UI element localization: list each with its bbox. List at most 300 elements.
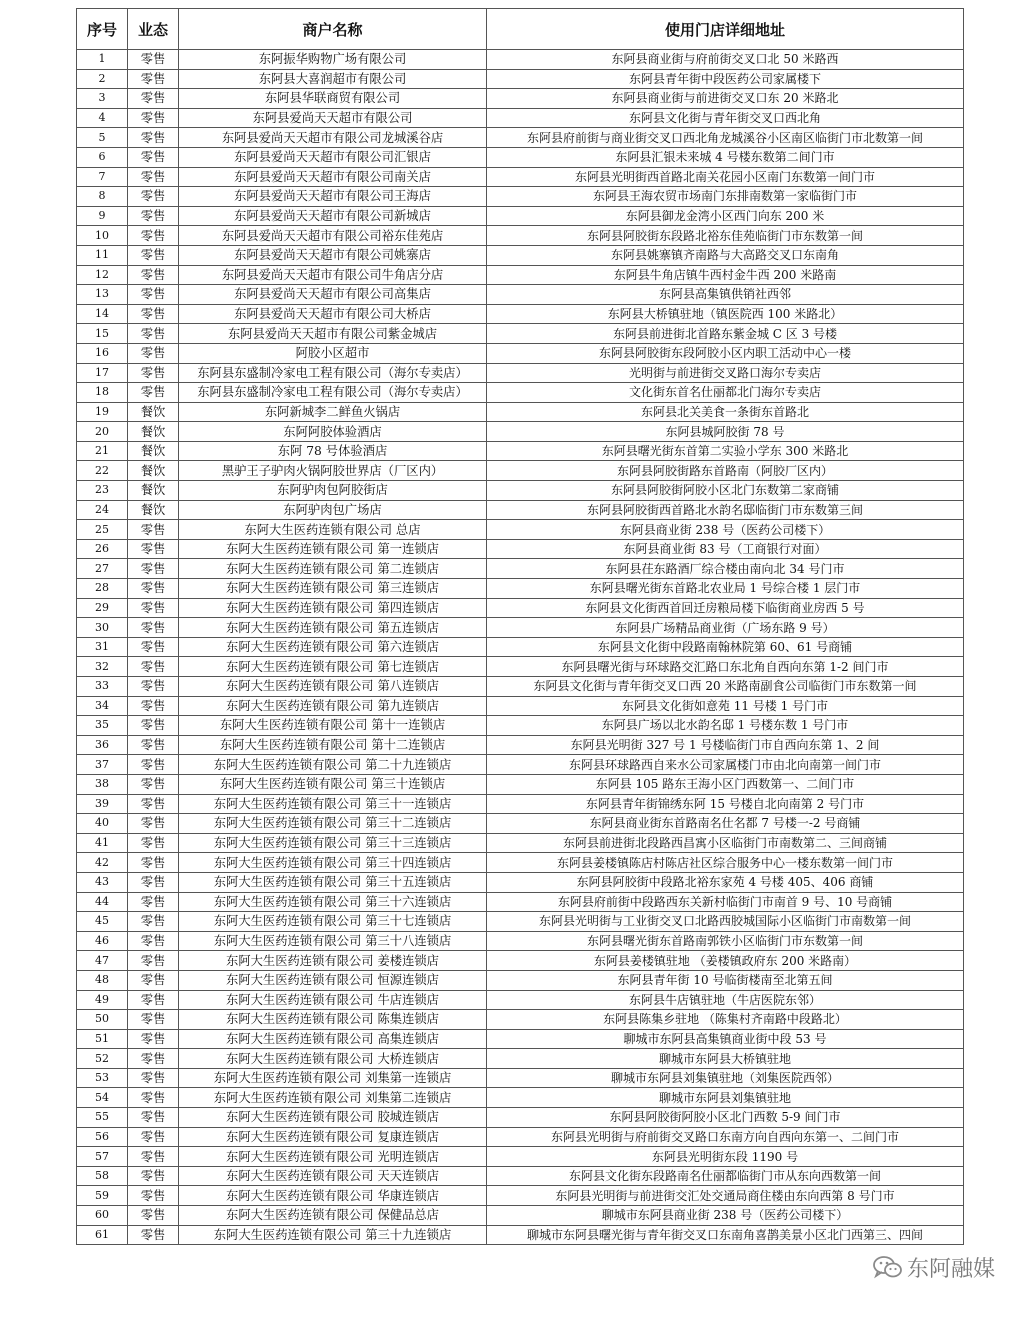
cell-address: 聊城市东阿县商业街 238 号（医药公司楼下） (487, 1206, 964, 1226)
cell-name: 东阿大生医药连锁有限公司 第三十三连锁店 (179, 833, 487, 853)
cell-type: 餐饮 (128, 481, 179, 501)
cell-address: 东阿县陈集乡驻地 （陈集村齐南路中段路北） (487, 1010, 964, 1030)
cell-no: 13 (77, 285, 128, 305)
cell-type: 零售 (128, 520, 179, 540)
cell-no: 58 (77, 1166, 128, 1186)
table-row (77, 539, 964, 559)
cell-address: 东阿县姜楼镇驻地 （姜楼镇政府东 200 米路南） (487, 951, 964, 971)
table-row (77, 970, 964, 990)
cell-name: 东阿大生医药连锁有限公司 第二十九连锁店 (179, 755, 487, 775)
table-row (77, 774, 964, 794)
cell-type: 零售 (128, 1225, 179, 1245)
table-row (77, 1088, 964, 1108)
cell-address: 东阿县曙光街与环球路交汇路口东北角自西向东第 1-2 间门市 (487, 657, 964, 677)
cell-name: 东阿大生医药连锁有限公司 第三十六连锁店 (179, 892, 487, 912)
cell-address: 东阿县姚寨镇齐南路与大高路交叉口东南角 (487, 245, 964, 265)
cell-address: 东阿县王海农贸市场南门东排南数第一家临街门市 (487, 187, 964, 207)
cell-name: 东阿大生医药连锁有限公司 胶城连锁店 (179, 1108, 487, 1128)
cell-no: 50 (77, 1010, 128, 1030)
cell-address: 东阿县牛角店镇牛西村金牛西 200 米路南 (487, 265, 964, 285)
table-row (77, 951, 964, 971)
cell-type: 零售 (128, 794, 179, 814)
table-row (77, 245, 964, 265)
cell-no: 7 (77, 167, 128, 187)
cell-type: 零售 (128, 539, 179, 559)
cell-address: 东阿县光明街与府前街交叉路口东南方向自西向东第一、二间门市 (487, 1127, 964, 1147)
table-row (77, 1127, 964, 1147)
cell-type: 零售 (128, 1088, 179, 1108)
cell-name: 东阿大生医药连锁有限公司 第十一连锁店 (179, 716, 487, 736)
cell-type: 零售 (128, 245, 179, 265)
cell-name: 东阿 78 号体验酒店 (179, 441, 487, 461)
cell-no: 47 (77, 951, 128, 971)
cell-no: 42 (77, 853, 128, 873)
cell-type: 零售 (128, 285, 179, 305)
cell-no: 15 (77, 324, 128, 344)
cell-address: 东阿县前进街北首路东紫金城 C 区 3 号楼 (487, 324, 964, 344)
table-row (77, 990, 964, 1010)
cell-type: 餐饮 (128, 461, 179, 481)
table-body (77, 50, 964, 1245)
cell-name: 东阿大生医药连锁有限公司 第一连锁店 (179, 539, 487, 559)
cell-no: 43 (77, 872, 128, 892)
cell-no: 8 (77, 187, 128, 207)
cell-name: 东阿大生医药连锁有限公司 第五连锁店 (179, 618, 487, 638)
cell-name: 东阿阿胶体验酒店 (179, 422, 487, 442)
cell-type: 零售 (128, 872, 179, 892)
table-row (77, 128, 964, 148)
watermark (873, 1252, 995, 1283)
cell-address: 东阿县文化街中段路南翰林院第 60、61 号商铺 (487, 637, 964, 657)
cell-no: 54 (77, 1088, 128, 1108)
cell-address: 聊城市东阿县刘集镇驻地 (487, 1088, 964, 1108)
table-row (77, 1147, 964, 1167)
cell-address: 东阿县阿胶街东段阿胶小区内职工活动中心一楼 (487, 343, 964, 363)
cell-no: 26 (77, 539, 128, 559)
table-row (77, 716, 964, 736)
table-row (77, 167, 964, 187)
cell-no: 36 (77, 735, 128, 755)
cell-type: 零售 (128, 1010, 179, 1030)
cell-type: 零售 (128, 265, 179, 285)
cell-name: 东阿大生医药连锁有限公司 恒源连锁店 (179, 970, 487, 990)
cell-name: 东阿县大喜润超市有限公司 (179, 69, 487, 89)
cell-address: 东阿县青年街 10 号临街楼南至北第五间 (487, 970, 964, 990)
cell-name: 东阿县爱尚天天超市有限公司 (179, 108, 487, 128)
table-row (77, 833, 964, 853)
cell-no: 41 (77, 833, 128, 853)
cell-no: 20 (77, 422, 128, 442)
cell-address: 东阿县城阿胶街 78 号 (487, 422, 964, 442)
cell-address: 东阿县光明街与工业街交叉口北路西胶城国际小区临街门市南数第一间 (487, 912, 964, 932)
cell-name: 东阿大生医药连锁有限公司 第三十八连锁店 (179, 931, 487, 951)
cell-type: 零售 (128, 206, 179, 226)
table-row (77, 69, 964, 89)
cell-no: 11 (77, 245, 128, 265)
cell-type: 餐饮 (128, 500, 179, 520)
cell-address: 东阿县府前街中段路西东关新村临街门市南首 9 号、10 号商铺 (487, 892, 964, 912)
cell-type: 零售 (128, 324, 179, 344)
table-row (77, 1166, 964, 1186)
cell-type: 零售 (128, 1049, 179, 1069)
cell-type: 零售 (128, 1186, 179, 1206)
cell-type: 零售 (128, 755, 179, 775)
cell-type: 零售 (128, 735, 179, 755)
cell-no: 22 (77, 461, 128, 481)
cell-type: 零售 (128, 814, 179, 834)
cell-type: 餐饮 (128, 422, 179, 442)
cell-address: 东阿县青年街锦绣东阿 15 号楼自北向南第 2 号门市 (487, 794, 964, 814)
cell-type: 零售 (128, 1108, 179, 1128)
table-row (77, 500, 964, 520)
cell-name: 东阿县东盛制冷家电工程有限公司（海尔专卖店） (179, 383, 487, 403)
cell-no: 33 (77, 677, 128, 697)
cell-address: 东阿县阿胶街西首路北水韵名邸临街门市东数第三间 (487, 500, 964, 520)
cell-name: 东阿县爱尚天天超市有限公司大桥店 (179, 304, 487, 324)
cell-no: 60 (77, 1206, 128, 1226)
cell-address: 东阿县 105 路东王海小区门西数第一、二间门市 (487, 774, 964, 794)
cell-no: 19 (77, 402, 128, 422)
table-row (77, 147, 964, 167)
header-no: 序号 (77, 9, 128, 50)
cell-name: 东阿大生医药连锁有限公司 第九连锁店 (179, 696, 487, 716)
cell-no: 48 (77, 970, 128, 990)
cell-name: 东阿县爱尚天天超市有限公司姚寨店 (179, 245, 487, 265)
cell-type: 零售 (128, 1166, 179, 1186)
cell-no: 21 (77, 441, 128, 461)
cell-address: 东阿县阿胶街中段路北裕东家苑 4 号楼 405、406 商铺 (487, 872, 964, 892)
cell-address: 东阿县广场以北水韵名邸 1 号楼东数 1 号门市 (487, 716, 964, 736)
table-row (77, 755, 964, 775)
cell-name: 东阿大生医药连锁有限公司 第三十连锁店 (179, 774, 487, 794)
cell-no: 51 (77, 1029, 128, 1049)
cell-name: 东阿大生医药连锁有限公司 第八连锁店 (179, 677, 487, 697)
cell-address: 东阿县光明街西首路北南关花园小区南门东数第一间门市 (487, 167, 964, 187)
table-row (77, 265, 964, 285)
cell-address: 东阿县阿胶街阿胶小区北门西数 5-9 间门市 (487, 1108, 964, 1128)
cell-no: 29 (77, 598, 128, 618)
cell-address: 东阿县商业街东首路南名仕名都 7 号楼一-2 号商铺 (487, 814, 964, 834)
cell-no: 40 (77, 814, 128, 834)
cell-no: 24 (77, 500, 128, 520)
cell-address: 东阿县曙光街东首路北农业局 1 号综合楼 1 层门市 (487, 579, 964, 599)
table-row (77, 1108, 964, 1128)
table-row (77, 657, 964, 677)
cell-no: 56 (77, 1127, 128, 1147)
cell-type: 零售 (128, 598, 179, 618)
table-row (77, 559, 964, 579)
cell-no: 14 (77, 304, 128, 324)
table-row (77, 206, 964, 226)
cell-name: 东阿大生医药连锁有限公司 高集连锁店 (179, 1029, 487, 1049)
cell-no: 34 (77, 696, 128, 716)
table-row (77, 853, 964, 873)
cell-address: 东阿县商业街 83 号（工商银行对面） (487, 539, 964, 559)
cell-name: 东阿大生医药连锁有限公司 第十二连锁店 (179, 735, 487, 755)
cell-type: 零售 (128, 618, 179, 638)
cell-name: 东阿大生医药连锁有限公司 第六连锁店 (179, 637, 487, 657)
cell-no: 9 (77, 206, 128, 226)
cell-no: 17 (77, 363, 128, 383)
cell-type: 零售 (128, 1068, 179, 1088)
cell-type: 餐饮 (128, 402, 179, 422)
table-row (77, 1206, 964, 1226)
cell-name: 东阿大生医药连锁有限公司 复康连锁店 (179, 1127, 487, 1147)
cell-name: 东阿大生医药连锁有限公司 光明连锁店 (179, 1147, 487, 1167)
cell-address: 东阿县曙光街东首第二实验小学东 300 米路北 (487, 441, 964, 461)
cell-name: 东阿驴肉包广场店 (179, 500, 487, 520)
table-row (77, 598, 964, 618)
cell-address: 东阿县阿胶街东段路北裕东佳苑临街门市东数第一间 (487, 226, 964, 246)
cell-type: 零售 (128, 167, 179, 187)
cell-type: 零售 (128, 970, 179, 990)
table-row (77, 892, 964, 912)
cell-name: 东阿县爱尚天天超市有限公司紫金城店 (179, 324, 487, 344)
table-row (77, 324, 964, 344)
table-row (77, 618, 964, 638)
table-row (77, 461, 964, 481)
table-row (77, 872, 964, 892)
cell-type: 零售 (128, 657, 179, 677)
cell-type: 零售 (128, 912, 179, 932)
cell-no: 32 (77, 657, 128, 677)
cell-name: 东阿县东盛制冷家电工程有限公司（海尔专卖店） (179, 363, 487, 383)
cell-type: 零售 (128, 677, 179, 697)
cell-address: 东阿县文化街与青年街交叉口西北角 (487, 108, 964, 128)
cell-type: 零售 (128, 304, 179, 324)
cell-name: 黑驴王子驴肉火锅阿胶世界店（厂区内） (179, 461, 487, 481)
cell-no: 61 (77, 1225, 128, 1245)
cell-no: 2 (77, 69, 128, 89)
cell-name: 东阿新城李二鲜鱼火锅店 (179, 402, 487, 422)
cell-no: 59 (77, 1186, 128, 1206)
table-row (77, 304, 964, 324)
table-row (77, 363, 964, 383)
cell-address: 东阿县广场精品商业街（广场东路 9 号） (487, 618, 964, 638)
table-row (77, 50, 964, 70)
cell-address: 文化街东首名仕丽都北门海尔专卖店 (487, 383, 964, 403)
table-row (77, 912, 964, 932)
table-row (77, 1225, 964, 1245)
cell-no: 16 (77, 343, 128, 363)
cell-type: 零售 (128, 226, 179, 246)
cell-no: 30 (77, 618, 128, 638)
cell-address: 东阿县文化街与青年街交叉口西 20 米路南副食公司临街门市东数第一间 (487, 677, 964, 697)
cell-no: 44 (77, 892, 128, 912)
table-row (77, 226, 964, 246)
cell-name: 东阿大生医药连锁有限公司 第三十二连锁店 (179, 814, 487, 834)
cell-type: 零售 (128, 50, 179, 70)
cell-type: 零售 (128, 990, 179, 1010)
table-row (77, 343, 964, 363)
cell-name: 东阿县爱尚天天超市有限公司南关店 (179, 167, 487, 187)
cell-name: 东阿振华购物广场有限公司 (179, 50, 487, 70)
cell-address: 东阿县文化街如意苑 11 号楼 1 号门市 (487, 696, 964, 716)
cell-type: 零售 (128, 343, 179, 363)
table-row (77, 89, 964, 109)
cell-no: 38 (77, 774, 128, 794)
cell-name: 东阿驴肉包阿胶街店 (179, 481, 487, 501)
cell-no: 35 (77, 716, 128, 736)
cell-no: 27 (77, 559, 128, 579)
cell-name: 东阿大生医药连锁有限公司 第三连锁店 (179, 579, 487, 599)
cell-address: 东阿县光明街东段 1190 号 (487, 1147, 964, 1167)
cell-type: 零售 (128, 363, 179, 383)
cell-type: 零售 (128, 833, 179, 853)
cell-name: 东阿大生医药连锁有限公司 天天连锁店 (179, 1166, 487, 1186)
cell-name: 东阿大生医药连锁有限公司 第三十四连锁店 (179, 853, 487, 873)
cell-name: 东阿大生医药连锁有限公司 第三十七连锁店 (179, 912, 487, 932)
header-name: 商户名称 (179, 9, 487, 50)
cell-type: 零售 (128, 951, 179, 971)
table-row (77, 108, 964, 128)
cell-name: 阿胶小区超市 (179, 343, 487, 363)
cell-type: 零售 (128, 696, 179, 716)
cell-type: 零售 (128, 1029, 179, 1049)
cell-name: 东阿大生医药连锁有限公司 姜楼连锁店 (179, 951, 487, 971)
cell-name: 东阿大生医药连锁有限公司 刘集第二连锁店 (179, 1088, 487, 1108)
table-row (77, 677, 964, 697)
cell-type: 零售 (128, 383, 179, 403)
table-row (77, 1049, 964, 1069)
cell-address: 东阿县阿胶街路东首路南（阿胶厂区内） (487, 461, 964, 481)
cell-address: 东阿县北关美食一条街东首路北 (487, 402, 964, 422)
cell-name: 东阿大生医药连锁有限公司 华康连锁店 (179, 1186, 487, 1206)
cell-address: 东阿县文化街西首回迁房粮局楼下临街商业房西 5 号 (487, 598, 964, 618)
cell-no: 52 (77, 1049, 128, 1069)
cell-no: 23 (77, 481, 128, 501)
cell-no: 6 (77, 147, 128, 167)
cell-no: 18 (77, 383, 128, 403)
cell-type: 零售 (128, 931, 179, 951)
cell-type: 零售 (128, 1206, 179, 1226)
cell-name: 东阿大生医药连锁有限公司 刘集第一连锁店 (179, 1068, 487, 1088)
cell-address: 东阿县御龙金湾小区西门向东 200 米 (487, 206, 964, 226)
cell-type: 零售 (128, 69, 179, 89)
table-row (77, 1186, 964, 1206)
cell-address: 东阿县曙光街东首路南郭铁小区临街门市东数第一间 (487, 931, 964, 951)
table-row (77, 402, 964, 422)
cell-name: 东阿县爱尚天天超市有限公司裕东佳苑店 (179, 226, 487, 246)
table-row (77, 931, 964, 951)
cell-name: 东阿大生医药连锁有限公司 大桥连锁店 (179, 1049, 487, 1069)
cell-no: 55 (77, 1108, 128, 1128)
cell-name: 东阿县爱尚天天超市有限公司新城店 (179, 206, 487, 226)
cell-address: 东阿县茌东路酒厂综合楼由南向北 34 号门市 (487, 559, 964, 579)
cell-type: 零售 (128, 637, 179, 657)
table-row (77, 441, 964, 461)
cell-address: 聊城市东阿县大桥镇驻地 (487, 1049, 964, 1069)
cell-address: 东阿县商业街与府前街交叉口北 50 米路西 (487, 50, 964, 70)
cell-name: 东阿县爱尚天天超市有限公司龙城溪谷店 (179, 128, 487, 148)
cell-address: 东阿县牛店镇驻地（牛店医院东邻） (487, 990, 964, 1010)
table-row (77, 814, 964, 834)
table-row (77, 1068, 964, 1088)
cell-no: 5 (77, 128, 128, 148)
cell-name: 东阿县华联商贸有限公司 (179, 89, 487, 109)
cell-no: 12 (77, 265, 128, 285)
cell-no: 10 (77, 226, 128, 246)
cell-no: 31 (77, 637, 128, 657)
cell-address: 东阿县商业街与前进街交叉口东 20 米路北 (487, 89, 964, 109)
table-row (77, 1029, 964, 1049)
table-row (77, 735, 964, 755)
cell-name: 东阿大生医药连锁有限公司 陈集连锁店 (179, 1010, 487, 1030)
cell-name: 东阿大生医药连锁有限公司 第四连锁店 (179, 598, 487, 618)
cell-type: 零售 (128, 89, 179, 109)
cell-address: 东阿县汇银未来城 4 号楼东数第二间门市 (487, 147, 964, 167)
cell-name: 东阿县爱尚天天超市有限公司高集店 (179, 285, 487, 305)
table-row (77, 1010, 964, 1030)
cell-no: 39 (77, 794, 128, 814)
cell-type: 零售 (128, 108, 179, 128)
cell-address: 东阿县姜楼镇陈店村陈店社区综合服务中心一楼东数第一间门市 (487, 853, 964, 873)
cell-type: 餐饮 (128, 441, 179, 461)
cell-type: 零售 (128, 559, 179, 579)
table-row (77, 696, 964, 716)
table-row (77, 794, 964, 814)
wechat-icon (873, 1255, 903, 1281)
cell-type: 零售 (128, 892, 179, 912)
cell-type: 零售 (128, 774, 179, 794)
cell-no: 4 (77, 108, 128, 128)
cell-address: 东阿县光明街与前进街交汇处交通局商住楼由东向西第 8 号门市 (487, 1186, 964, 1206)
cell-name: 东阿大生医药连锁有限公司 第二连锁店 (179, 559, 487, 579)
watermark-text: 东阿融媒 (906, 1257, 995, 1282)
cell-address: 东阿县府前街与商业街交叉口西北角龙城溪谷小区南区临街门市北数第一间 (487, 128, 964, 148)
cell-no: 3 (77, 89, 128, 109)
table-row (77, 422, 964, 442)
cell-type: 零售 (128, 579, 179, 599)
cell-address: 东阿县商业街 238 号（医药公司楼下） (487, 520, 964, 540)
cell-address: 东阿县前进街北段路西昌寓小区临街门市南数第二、三间商铺 (487, 833, 964, 853)
table-row (77, 481, 964, 501)
cell-type: 零售 (128, 1147, 179, 1167)
table-row (77, 187, 964, 207)
cell-address: 东阿县光明街 327 号 1 号楼临街门市自西向东第 1、2 间 (487, 735, 964, 755)
cell-address: 聊城市东阿县刘集镇驻地（刘集医院西邻） (487, 1068, 964, 1088)
header-address: 使用门店详细地址 (487, 9, 964, 50)
cell-name: 东阿县爱尚天天超市有限公司牛角店分店 (179, 265, 487, 285)
header-type: 业态 (128, 9, 179, 50)
table-header-row (77, 9, 964, 50)
cell-no: 45 (77, 912, 128, 932)
merchant-table (76, 8, 964, 1245)
cell-no: 53 (77, 1068, 128, 1088)
cell-type: 零售 (128, 128, 179, 148)
cell-name: 东阿大生医药连锁有限公司 总店 (179, 520, 487, 540)
cell-name: 东阿县爱尚天天超市有限公司汇银店 (179, 147, 487, 167)
cell-no: 25 (77, 520, 128, 540)
cell-no: 37 (77, 755, 128, 775)
cell-type: 零售 (128, 187, 179, 207)
cell-address: 光明街与前进街交叉路口海尔专卖店 (487, 363, 964, 383)
cell-no: 28 (77, 579, 128, 599)
table-row (77, 383, 964, 403)
cell-name: 东阿大生医药连锁有限公司 第三十一连锁店 (179, 794, 487, 814)
cell-type: 零售 (128, 147, 179, 167)
table-row (77, 520, 964, 540)
cell-address: 聊城市东阿县曙光街与青年街交叉口东南角喜鹊美景小区北门西第三、四间 (487, 1225, 964, 1245)
table-row (77, 579, 964, 599)
cell-address: 东阿县青年街中段医药公司家属楼下 (487, 69, 964, 89)
cell-name: 东阿大生医药连锁有限公司 保健品总店 (179, 1206, 487, 1226)
cell-address: 东阿县大桥镇驻地（镇医院西 100 米路北） (487, 304, 964, 324)
cell-name: 东阿大生医药连锁有限公司 牛店连锁店 (179, 990, 487, 1010)
cell-name: 东阿大生医药连锁有限公司 第三十九连锁店 (179, 1225, 487, 1245)
cell-address: 东阿县环球路西自来水公司家属楼门市由北向南第一间门市 (487, 755, 964, 775)
cell-no: 49 (77, 990, 128, 1010)
